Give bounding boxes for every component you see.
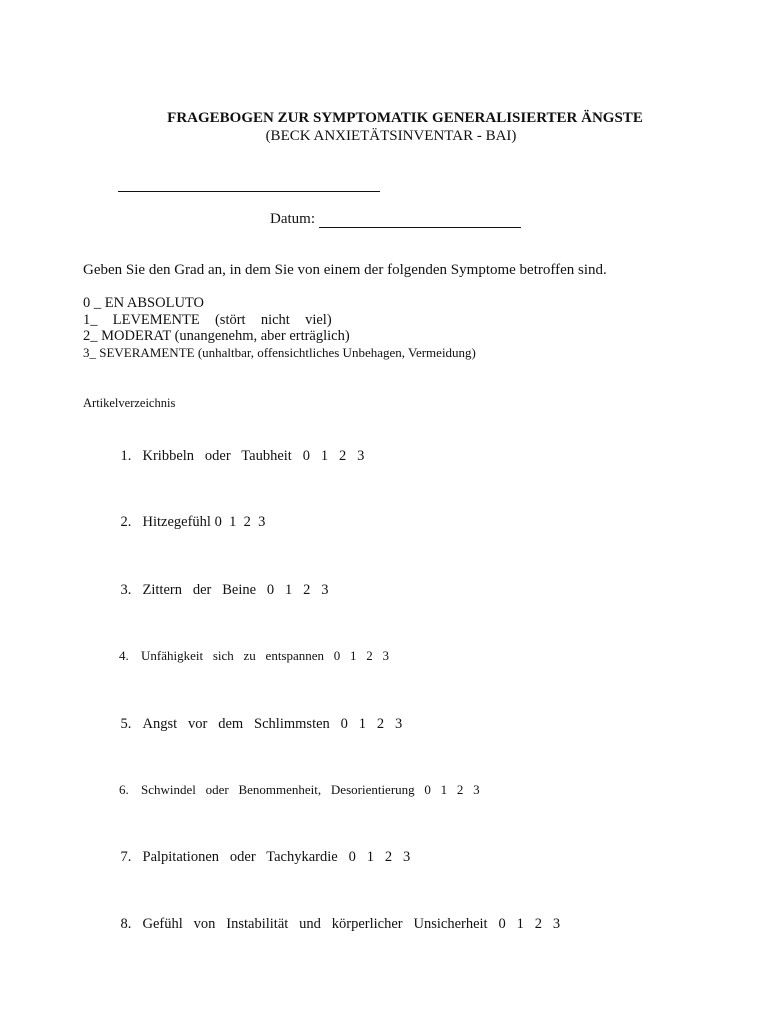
list-item [106, 565, 329, 616]
scale-item-2: 2_ MODERAT (unangenehm, aber erträglich) [83, 328, 350, 344]
scale-item-0: 0 _ EN ABSOLUTO [83, 295, 204, 311]
item-text: Palpitationen oder Tachykardie 0 1 2 3 [142, 849, 411, 865]
item-number: 2. [120, 514, 132, 530]
item-text: Angst vor dem Schlimmsten 0 1 2 3 [142, 716, 403, 732]
list-item [106, 766, 480, 814]
document-subtitle: (BECK ANXIETÄTSINVENTAR - BAI) [265, 128, 517, 144]
list-item [106, 832, 410, 883]
item-number: 1. [120, 448, 132, 464]
item-text: Kribbeln oder Taubheit 0 1 2 3 [142, 448, 365, 464]
date-row [270, 211, 521, 228]
rating-scale [83, 295, 476, 361]
item-text: Zittern der Beine 0 1 2 3 [142, 582, 329, 598]
date-label: Datum: [270, 211, 315, 227]
document-title: FRAGEBOGEN ZUR SYMPTOMATIK GENERALISIERTER ÄNGSTE [167, 110, 643, 126]
item-number: 6. [119, 782, 129, 797]
item-number: 4. [119, 648, 129, 663]
scale-item-1: 1_ LEVEMENTE (stört nicht viel) [83, 311, 332, 328]
item-number: 3. [120, 582, 132, 598]
list-heading: Artikelverzeichnis [83, 396, 176, 410]
item-text: Schwindel oder Benommenheit, Desorientierung 0 1 2 3 [141, 782, 480, 797]
instructions-text: Geben Sie den Grad an, in dem Sie von einem der folgenden Symptome betroffen sind. [83, 262, 607, 278]
item-text: Unfähigkeit sich zu entspannen 0 1 2 3 [141, 648, 390, 663]
scale-item-3: 3_ SEVERAMENTE (unhaltbar, offensichtliches Unbehagen, Vermeidung) [83, 344, 476, 360]
list-item [106, 497, 265, 548]
item-number: 8. [120, 916, 132, 932]
list-item [106, 699, 402, 750]
name-blank-line [118, 190, 380, 192]
item-text: Gefühl von Instabilität und körperlicher Unsicherheit 0 1 2 3 [142, 916, 561, 932]
item-text: Hitzegefühl 0 1 2 3 [142, 514, 266, 530]
date-blank-line [319, 214, 521, 228]
list-item [106, 431, 364, 482]
item-number: 7. [120, 849, 132, 865]
list-item [106, 632, 389, 680]
list-item [106, 899, 560, 950]
item-number: 5. [120, 716, 132, 732]
